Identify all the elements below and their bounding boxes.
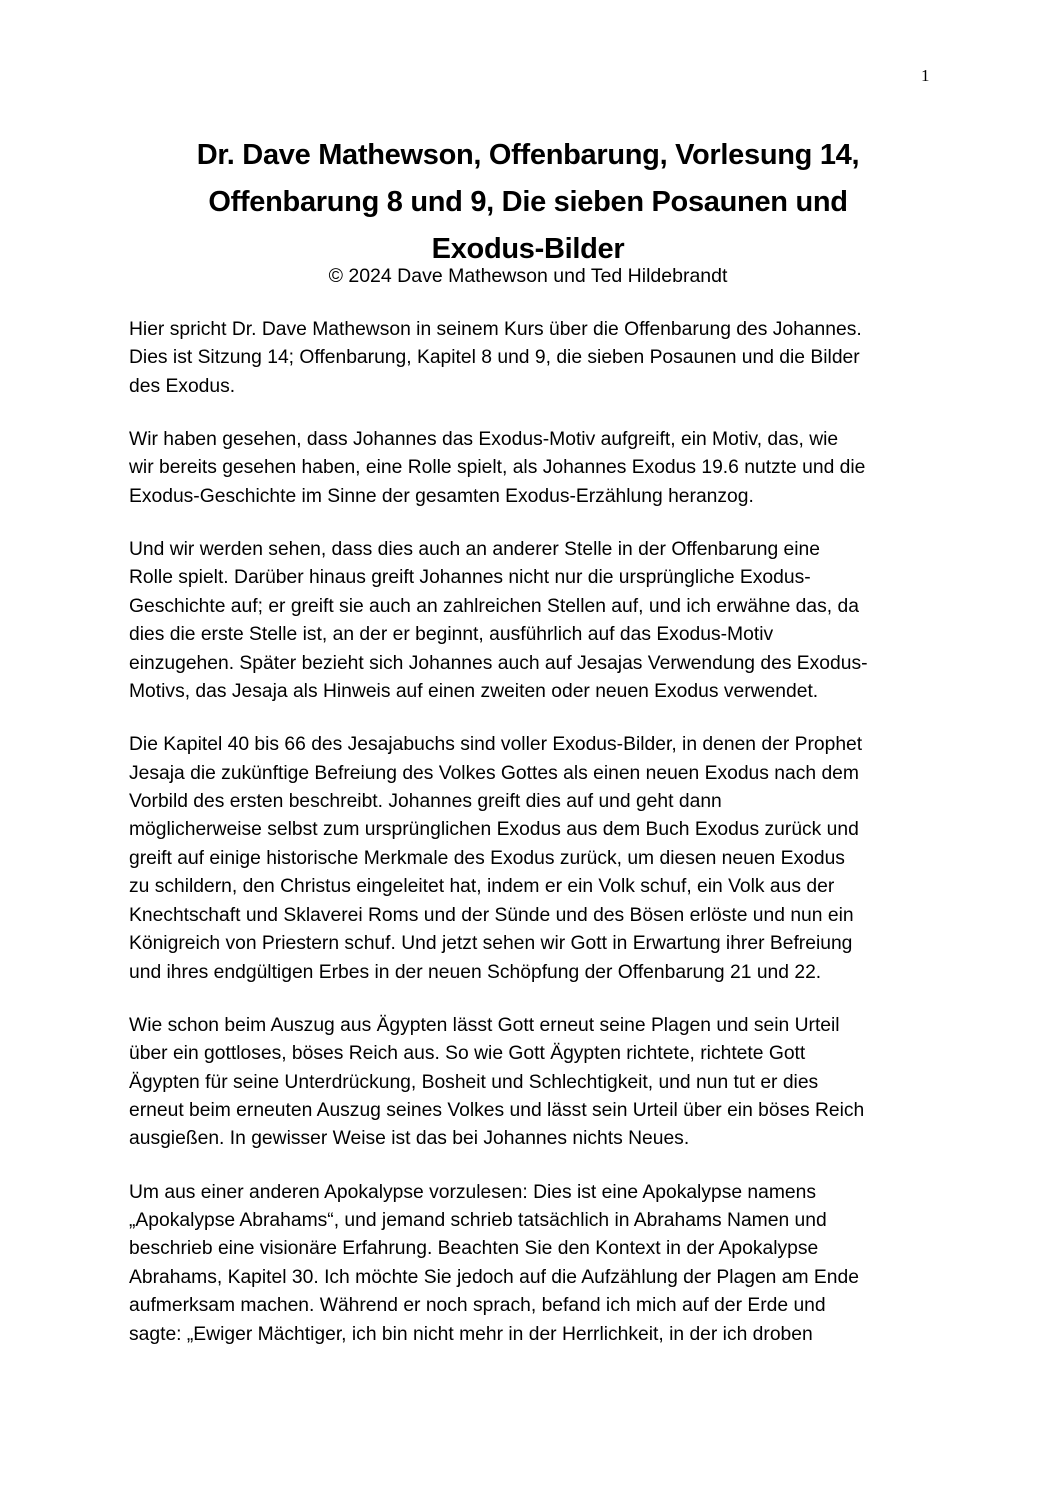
paragraph	[129, 731, 929, 987]
paragraph-line: des Exodus.	[129, 375, 236, 397]
paragraph-line: Ägypten für seine Unterdrückung, Bosheit und Schlechtigkeit, und nun tut er dies	[129, 1071, 819, 1093]
paragraph-line: Hier spricht Dr. Dave Mathewson in seinem Kurs über die Offenbarung des Johannes.	[129, 319, 862, 340]
paragraph-line: Jesaja die zukünftige Befreiung des Volkes Gottes als einen neuen Exodus nach dem	[129, 762, 859, 784]
paragraph	[129, 426, 929, 511]
paragraph-line: Königreich von Priestern schuf. Und jetzt sehen wir Gott in Erwartung ihrer Befreiung	[129, 933, 853, 955]
paragraph-line: Dies ist Sitzung 14; Offenbarung, Kapitel 8 und 9, die sieben Posaunen und die Bilder	[129, 347, 860, 369]
title-line: Exodus-Bilder	[431, 233, 625, 265]
title-line: Dr. Dave Mathewson, Offenbarung, Vorlesung 14,	[196, 139, 860, 171]
paragraph-line: Exodus-Geschichte im Sinne der gesamten Exodus-Erzählung heranzog.	[129, 485, 754, 507]
paragraph	[129, 536, 929, 706]
paragraph-line: Wir haben gesehen, dass Johannes das Exodus-Motiv aufgreift, ein Motiv, das, wie	[129, 429, 839, 451]
paragraph-line: zu schildern, den Christus eingeleitet hat, indem er ein Volk schuf, ein Volk aus der	[129, 876, 835, 898]
paragraph-line: Vorbild des ersten beschreibt. Johannes greift dies auf und geht dann	[129, 791, 722, 813]
paragraph-line: Um aus einer anderen Apokalypse vorzulesen: Dies ist eine Apokalypse namens	[129, 1181, 817, 1203]
paragraph	[129, 1012, 929, 1154]
document-body	[129, 316, 929, 1374]
paragraph-line: Rolle spielt. Darüber hinaus greift Johannes nicht nur die ursprüngliche Exodus-	[129, 567, 811, 589]
paragraph-line: greift auf einige historische Merkmale des Exodus zurück, um diesen neuen Exodus	[129, 847, 845, 869]
paragraph-line: Motivs, das Jesaja als Hinweis auf einen zweiten oder neuen Exodus verwendet.	[129, 681, 819, 703]
paragraph-line: dies die erste Stelle ist, an der er beginnt, ausführlich auf das Exodus-Motiv	[129, 624, 774, 646]
paragraph-line: Knechtschaft und Sklaverei Roms und der Sünde und des Bösen erlöste und nun ein	[129, 904, 854, 926]
title-line: Offenbarung 8 und 9, Die sieben Posaunen und	[208, 186, 848, 218]
paragraph-line: ausgießen. In gewisser Weise ist das bei Johannes nichts Neues.	[129, 1128, 690, 1150]
paragraph-line: beschrieb eine visionäre Erfahrung. Beachten Sie den Kontext in der Apokalypse	[129, 1238, 819, 1260]
page-number: 1	[921, 66, 930, 85]
paragraph-line: über ein gottloses, böses Reich aus. So wie Gott Ägypten richtete, richtete Gott	[129, 1043, 806, 1065]
paragraph-line: Und wir werden sehen, dass dies auch an anderer Stelle in der Offenbarung eine	[129, 539, 820, 561]
paragraph-line: möglicherweise selbst zum ursprünglichen Exodus aus dem Buch Exodus zurück und	[129, 819, 859, 841]
paragraph	[129, 1179, 929, 1349]
paragraph-line: wir bereits gesehen haben, eine Rolle spielt, als Johannes Exodus 19.6 nutzte und die	[129, 457, 866, 479]
paragraph-line: Wie schon beim Auszug aus Ägypten lässt Gott erneut seine Plagen und sein Urteil	[129, 1014, 840, 1036]
paragraph-line: Geschichte auf; er greift sie auch an zahlreichen Stellen auf, und ich erwähne das, da	[129, 595, 859, 617]
document-title	[128, 132, 928, 273]
paragraph-line: erneut beim erneuten Auszug seines Volkes und lässt sein Urteil über ein böses Reich	[129, 1099, 865, 1121]
paragraph-line: „Apokalypse Abrahams“, und jemand schrieb tatsächlich in Abrahams Namen und	[129, 1209, 827, 1231]
paragraph	[129, 316, 929, 401]
paragraph-line: sagte: „Ewiger Mächtiger, ich bin nicht mehr in der Herrlichkeit, in der ich droben	[129, 1323, 813, 1345]
copyright-notice: © 2024 Dave Mathewson und Ted Hildebrandt	[328, 265, 728, 287]
paragraph-line: Abrahams, Kapitel 30. Ich möchte Sie jedoch auf die Aufzählung der Plagen am Ende	[129, 1266, 859, 1288]
paragraph-line: Die Kapitel 40 bis 66 des Jesajabuchs sind voller Exodus-Bilder, in denen der Prophet	[129, 734, 863, 756]
paragraph-line: und ihres endgültigen Erbes in der neuen Schöpfung der Offenbarung 21 und 22.	[129, 961, 822, 983]
paragraph-line: einzugehen. Später bezieht sich Johannes auch auf Jesajas Verwendung des Exodus-	[129, 652, 868, 674]
paragraph-line: aufmerksam machen. Während er noch sprach, befand ich mich auf der Erde und	[129, 1295, 826, 1317]
